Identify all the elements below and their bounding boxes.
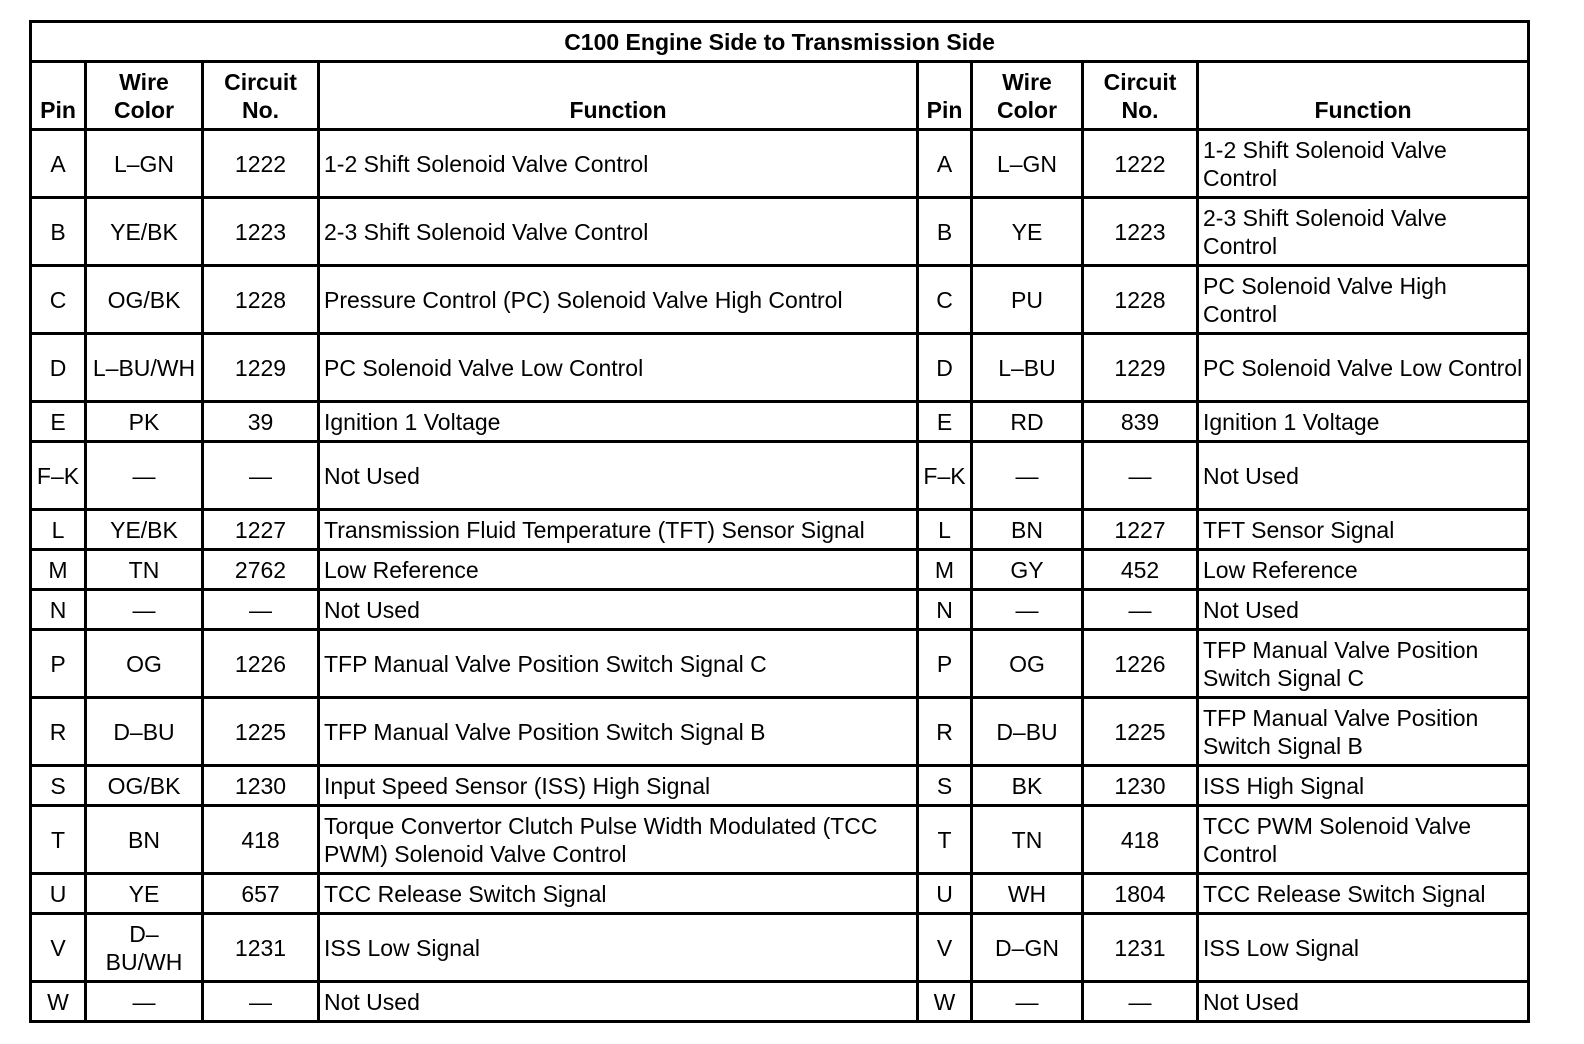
header-circuit-no-engine-side: Circuit No. (203, 62, 319, 130)
table-row (31, 510, 1529, 550)
pin-engine-side: M (31, 550, 86, 590)
function-transmission-side: 2-3 Shift Solenoid Valve Control (1198, 198, 1529, 266)
function-transmission-side: Low Reference (1198, 550, 1529, 590)
wire-color-transmission-side: PU (972, 266, 1083, 334)
pin-transmission-side: M (918, 550, 972, 590)
header-wire-color-transmission-side: Wire Color (972, 62, 1083, 130)
circuit-no-engine-side: 1227 (203, 510, 319, 550)
circuit-no-transmission-side: 1222 (1083, 130, 1198, 198)
circuit-no-engine-side: — (203, 442, 319, 510)
function-engine-side: ISS Low Signal (319, 914, 918, 982)
wire-color-transmission-side: — (972, 590, 1083, 630)
pin-engine-side: C (31, 266, 86, 334)
circuit-no-transmission-side: 418 (1083, 806, 1198, 874)
function-engine-side: Not Used (319, 982, 918, 1022)
pin-transmission-side: U (918, 874, 972, 914)
function-transmission-side: Not Used (1198, 590, 1529, 630)
function-transmission-side: TCC PWM Solenoid Valve Control (1198, 806, 1529, 874)
circuit-no-engine-side: 657 (203, 874, 319, 914)
function-engine-side: Pressure Control (PC) Solenoid Valve High Control (319, 266, 918, 334)
circuit-no-engine-side: 39 (203, 402, 319, 442)
wire-color-transmission-side: OG (972, 630, 1083, 698)
function-engine-side: TFP Manual Valve Position Switch Signal C (319, 630, 918, 698)
table-row (31, 874, 1529, 914)
function-transmission-side: ISS Low Signal (1198, 914, 1529, 982)
circuit-no-transmission-side: 1225 (1083, 698, 1198, 766)
table-row (31, 130, 1529, 198)
table-row (31, 590, 1529, 630)
circuit-no-engine-side: 1225 (203, 698, 319, 766)
function-transmission-side: TFP Manual Valve Position Switch Signal B (1198, 698, 1529, 766)
pin-engine-side: P (31, 630, 86, 698)
pin-engine-side: E (31, 402, 86, 442)
header-wire-color-engine-side: Wire Color (86, 62, 203, 130)
pin-engine-side: L (31, 510, 86, 550)
circuit-no-transmission-side: 1227 (1083, 510, 1198, 550)
function-engine-side: 2-3 Shift Solenoid Valve Control (319, 198, 918, 266)
circuit-no-engine-side: 1229 (203, 334, 319, 402)
circuit-no-engine-side: 1231 (203, 914, 319, 982)
circuit-no-engine-side: 1230 (203, 766, 319, 806)
header-pin-transmission-side: Pin (918, 62, 972, 130)
circuit-no-transmission-side: 452 (1083, 550, 1198, 590)
function-transmission-side: 1-2 Shift Solenoid Valve Control (1198, 130, 1529, 198)
table-row (31, 442, 1529, 510)
function-engine-side: Transmission Fluid Temperature (TFT) Sensor Signal (319, 510, 918, 550)
function-transmission-side: TFP Manual Valve Position Switch Signal C (1198, 630, 1529, 698)
pin-engine-side: U (31, 874, 86, 914)
circuit-no-transmission-side: 1229 (1083, 334, 1198, 402)
header-function-engine-side: Function (319, 62, 918, 130)
wire-color-transmission-side: — (972, 982, 1083, 1022)
pin-engine-side: R (31, 698, 86, 766)
pin-transmission-side: R (918, 698, 972, 766)
wire-color-transmission-side: YE (972, 198, 1083, 266)
pin-transmission-side: S (918, 766, 972, 806)
wire-color-engine-side: OG/BK (86, 766, 203, 806)
wire-color-engine-side: TN (86, 550, 203, 590)
wire-color-transmission-side: TN (972, 806, 1083, 874)
wire-color-engine-side: OG/BK (86, 266, 203, 334)
table-body (31, 130, 1529, 1022)
pin-engine-side: D (31, 334, 86, 402)
pin-engine-side: B (31, 198, 86, 266)
circuit-no-transmission-side: 1228 (1083, 266, 1198, 334)
wire-color-engine-side: — (86, 590, 203, 630)
table-row (31, 266, 1529, 334)
circuit-no-engine-side: — (203, 982, 319, 1022)
function-transmission-side: Not Used (1198, 442, 1529, 510)
function-engine-side: 1-2 Shift Solenoid Valve Control (319, 130, 918, 198)
wire-color-engine-side: PK (86, 402, 203, 442)
pin-engine-side: V (31, 914, 86, 982)
pin-engine-side: F–K (31, 442, 86, 510)
header-circuit-no-transmission-side: Circuit No. (1083, 62, 1198, 130)
pin-engine-side: S (31, 766, 86, 806)
circuit-no-transmission-side: 1230 (1083, 766, 1198, 806)
table-row (31, 630, 1529, 698)
wire-color-transmission-side: — (972, 442, 1083, 510)
wire-color-transmission-side: GY (972, 550, 1083, 590)
circuit-no-engine-side: 1226 (203, 630, 319, 698)
function-engine-side: Not Used (319, 442, 918, 510)
wire-color-engine-side: D–BU/WH (86, 914, 203, 982)
wire-color-engine-side: D–BU (86, 698, 203, 766)
pin-engine-side: T (31, 806, 86, 874)
circuit-no-transmission-side: 1223 (1083, 198, 1198, 266)
wire-color-transmission-side: D–BU (972, 698, 1083, 766)
function-transmission-side: ISS High Signal (1198, 766, 1529, 806)
function-engine-side: Not Used (319, 590, 918, 630)
wire-color-engine-side: — (86, 442, 203, 510)
function-transmission-side: PC Solenoid Valve High Control (1198, 266, 1529, 334)
pin-transmission-side: E (918, 402, 972, 442)
circuit-no-transmission-side: — (1083, 982, 1198, 1022)
function-engine-side: TCC Release Switch Signal (319, 874, 918, 914)
circuit-no-transmission-side: 839 (1083, 402, 1198, 442)
pin-transmission-side: T (918, 806, 972, 874)
function-transmission-side: Ignition 1 Voltage (1198, 402, 1529, 442)
function-transmission-side: Not Used (1198, 982, 1529, 1022)
function-transmission-side: PC Solenoid Valve Low Control (1198, 334, 1529, 402)
connector-pinout-table (29, 20, 1530, 1023)
table-row (31, 550, 1529, 590)
function-engine-side: Input Speed Sensor (ISS) High Signal (319, 766, 918, 806)
circuit-no-transmission-side: 1231 (1083, 914, 1198, 982)
pin-transmission-side: V (918, 914, 972, 982)
wire-color-transmission-side: BK (972, 766, 1083, 806)
pin-engine-side: W (31, 982, 86, 1022)
circuit-no-engine-side: — (203, 590, 319, 630)
table-row (31, 334, 1529, 402)
wire-color-engine-side: OG (86, 630, 203, 698)
table-title: C100 Engine Side to Transmission Side (31, 22, 1529, 62)
table-row (31, 198, 1529, 266)
circuit-no-engine-side: 2762 (203, 550, 319, 590)
pin-engine-side: N (31, 590, 86, 630)
pin-transmission-side: A (918, 130, 972, 198)
function-transmission-side: TFT Sensor Signal (1198, 510, 1529, 550)
wire-color-engine-side: L–BU/WH (86, 334, 203, 402)
circuit-no-engine-side: 1228 (203, 266, 319, 334)
wire-color-engine-side: BN (86, 806, 203, 874)
wire-color-transmission-side: D–GN (972, 914, 1083, 982)
circuit-no-engine-side: 418 (203, 806, 319, 874)
header-pin-engine-side: Pin (31, 62, 86, 130)
wire-color-engine-side: L–GN (86, 130, 203, 198)
table-row (31, 766, 1529, 806)
circuit-no-transmission-side: 1804 (1083, 874, 1198, 914)
pin-transmission-side: C (918, 266, 972, 334)
function-engine-side: PC Solenoid Valve Low Control (319, 334, 918, 402)
function-transmission-side: TCC Release Switch Signal (1198, 874, 1529, 914)
table-row (31, 914, 1529, 982)
function-engine-side: TFP Manual Valve Position Switch Signal B (319, 698, 918, 766)
wire-color-engine-side: — (86, 982, 203, 1022)
function-engine-side: Low Reference (319, 550, 918, 590)
wire-color-transmission-side: L–BU (972, 334, 1083, 402)
function-engine-side: Torque Convertor Clutch Pulse Width Modulated (TCC PWM) Solenoid Valve Control (319, 806, 918, 874)
pin-transmission-side: D (918, 334, 972, 402)
circuit-no-transmission-side: 1226 (1083, 630, 1198, 698)
wire-color-engine-side: YE/BK (86, 198, 203, 266)
wire-color-engine-side: YE/BK (86, 510, 203, 550)
circuit-no-transmission-side: — (1083, 590, 1198, 630)
pin-transmission-side: F–K (918, 442, 972, 510)
wire-color-engine-side: YE (86, 874, 203, 914)
header-function-transmission-side: Function (1198, 62, 1529, 130)
circuit-no-transmission-side: — (1083, 442, 1198, 510)
table-row (31, 982, 1529, 1022)
pin-engine-side: A (31, 130, 86, 198)
wire-color-transmission-side: WH (972, 874, 1083, 914)
pin-transmission-side: B (918, 198, 972, 266)
circuit-no-engine-side: 1223 (203, 198, 319, 266)
circuit-no-engine-side: 1222 (203, 130, 319, 198)
table-row (31, 402, 1529, 442)
pin-transmission-side: W (918, 982, 972, 1022)
pin-transmission-side: L (918, 510, 972, 550)
table-row (31, 698, 1529, 766)
pin-transmission-side: N (918, 590, 972, 630)
wire-color-transmission-side: RD (972, 402, 1083, 442)
table-row (31, 806, 1529, 874)
pin-transmission-side: P (918, 630, 972, 698)
function-engine-side: Ignition 1 Voltage (319, 402, 918, 442)
wire-color-transmission-side: BN (972, 510, 1083, 550)
wire-color-transmission-side: L–GN (972, 130, 1083, 198)
